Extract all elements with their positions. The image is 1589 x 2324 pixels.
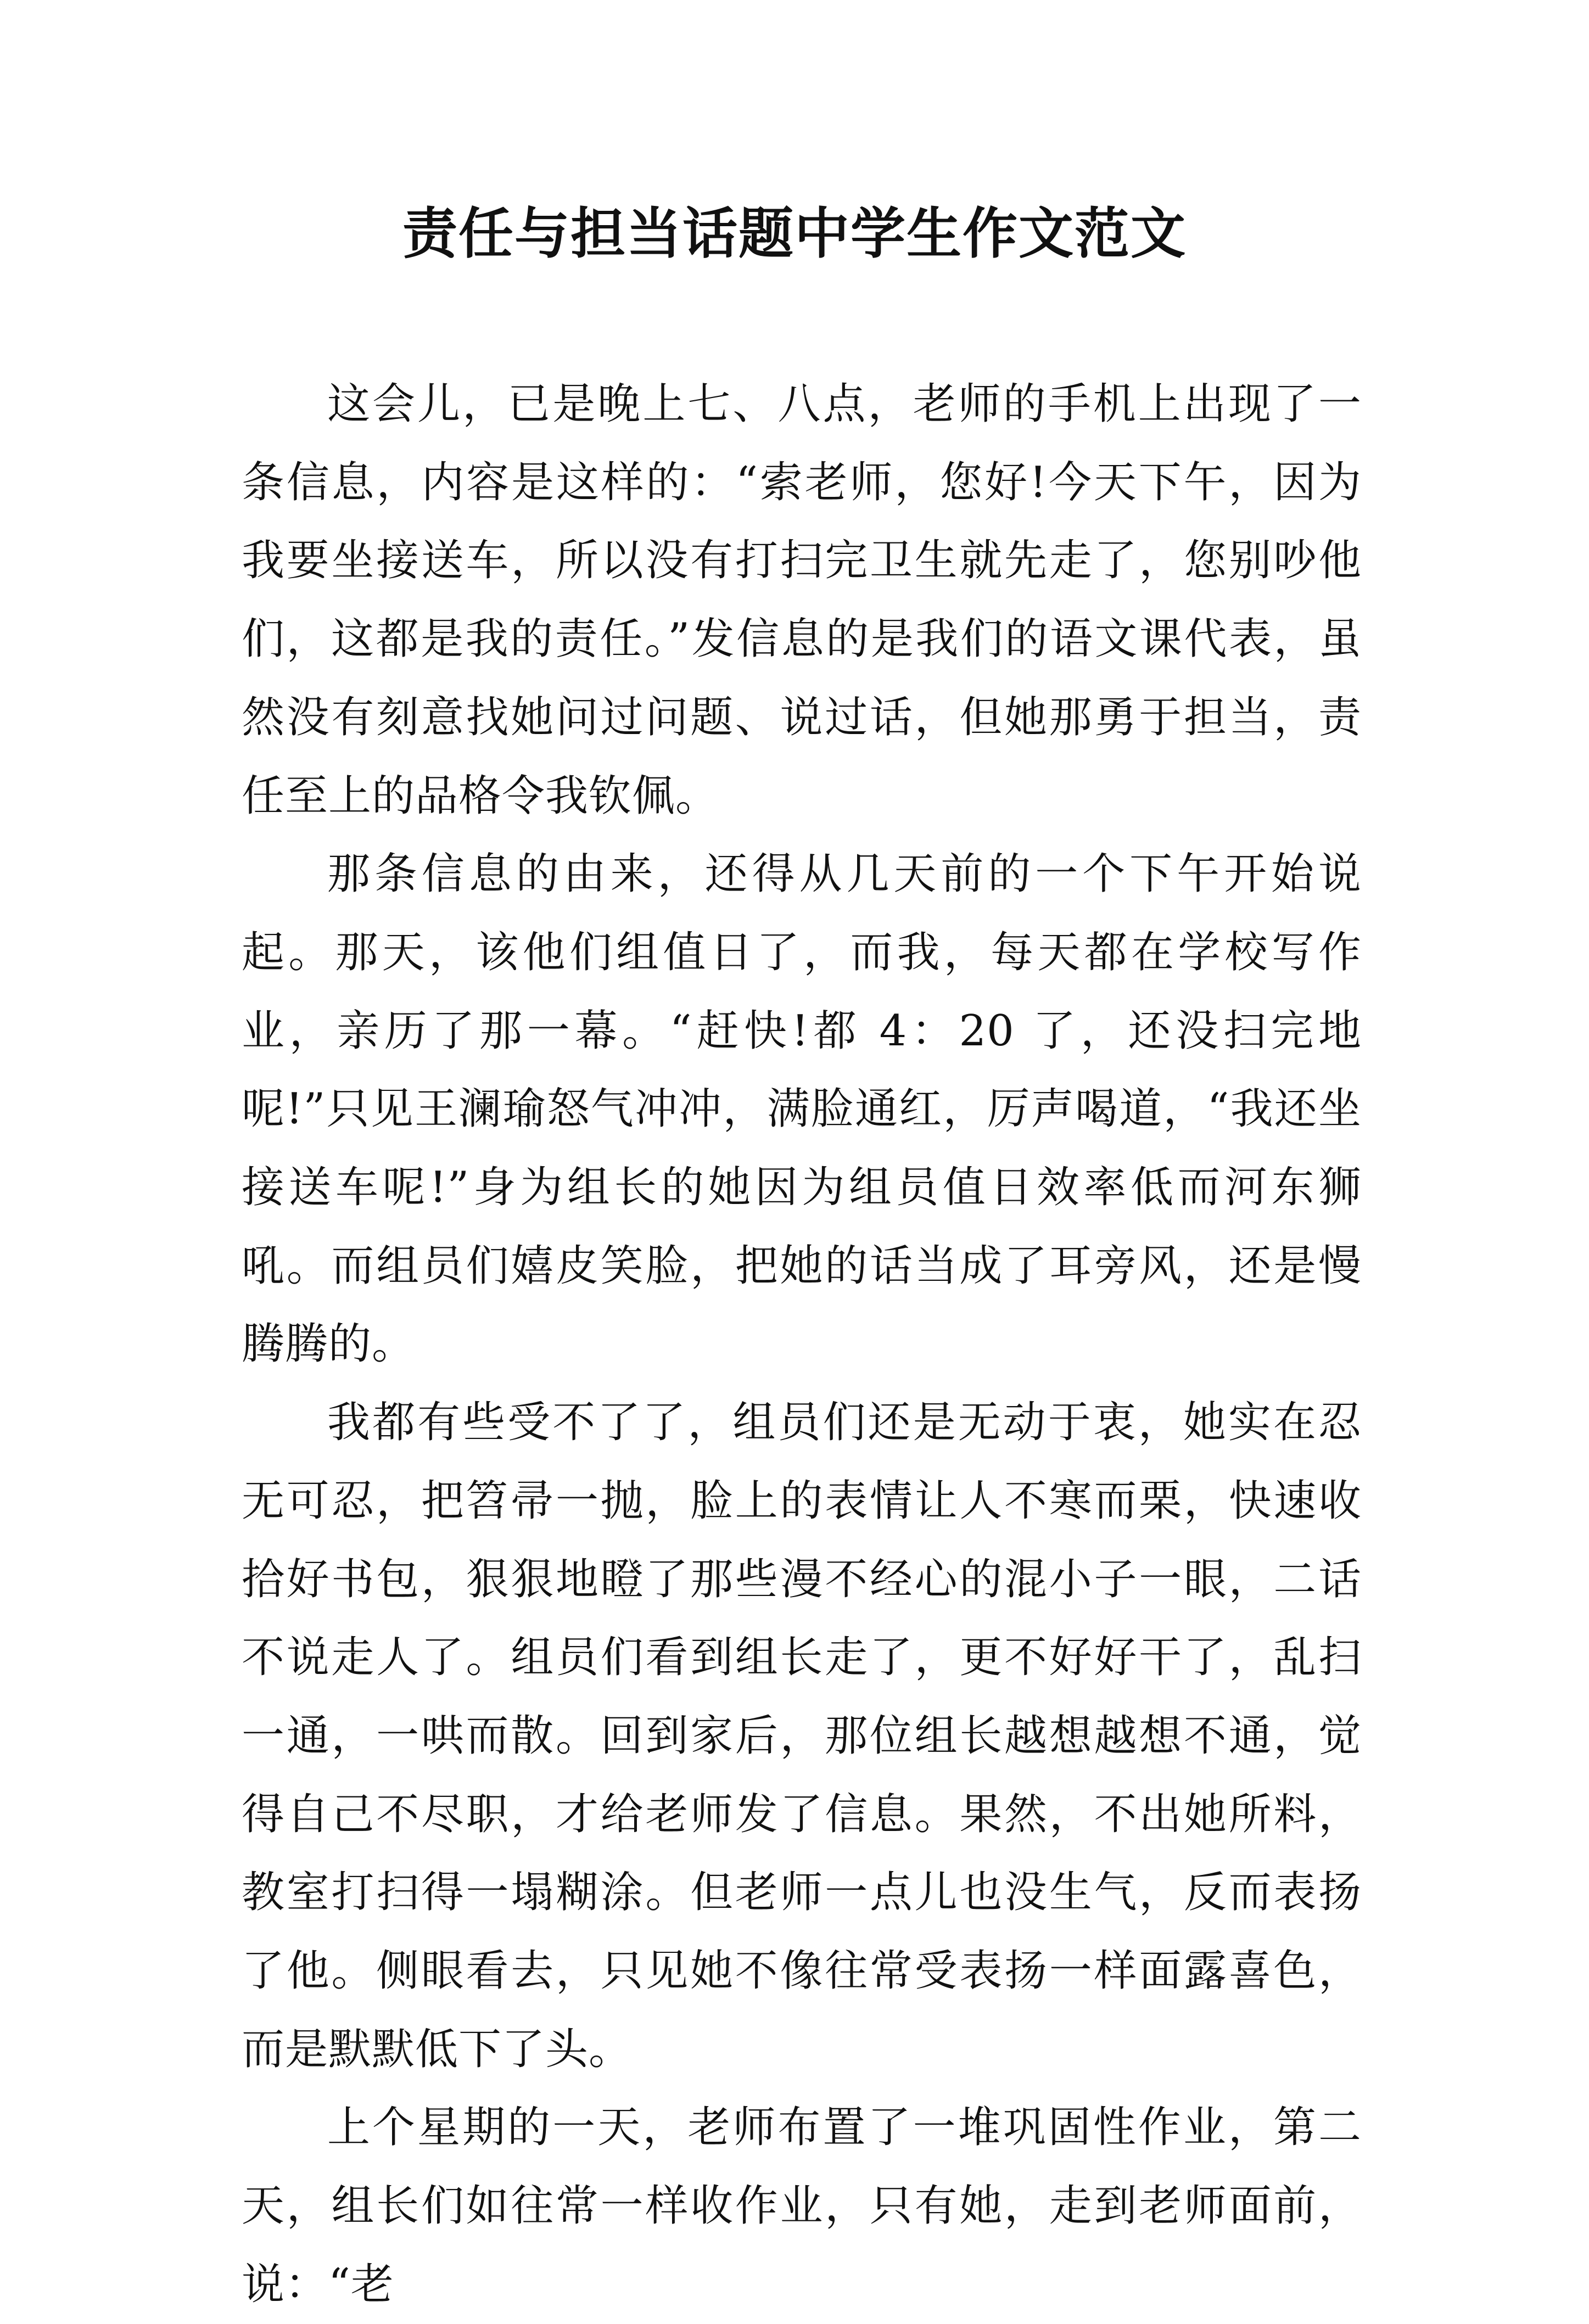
paragraph-3: 我都有些受不了了，组员们还是无动于衷，她实在忍无可忍，把笤帚一抛，脸上的表情让人不寒而栗，快速收拾好书包，狠狠地瞪了那些漫不经心的混小子一眼，二话不说走人了。组员们看到组长走了，更不好好干了，乱扫一通，一哄而散。回到家后，那位组长越想越想不通，觉得自己不尽职，才给老师发了信息。果然，不出她所料，教室打扫得一塌糊涂。但老师一点儿也没生气，反而表扬了他。侧眼看去，只见她不像往常受表扬一样面露喜色，而是默默低下了头。	[242, 1398, 1362, 2074]
paragraph-2: 那条信息的由来，还得从几天前的一个下午开始说起。那天，该他们组值日了，而我，每天都在学校写作业，亲历了那一幕。“赶快!都 4：20 了，还没扫完地呢!”只见王澜瑜怒气冲冲，满脸通红，厉声喝道，“我还坐接送车呢!”身为组长的她因为组员值日效率低而河东狮吼。而组员们嬉皮笑脸，把她的话当成了耳旁风，还是慢腾腾的。	[242, 849, 1362, 1369]
document-body	[242, 365, 1362, 2324]
document-title: 责任与担当话题中学生作文范文	[402, 201, 1187, 266]
paragraph-4: 上个星期的一天，老师布置了一堆巩固性作业，第二天，组长们如往常一样收作业，只有她，走到老师面前，说：“老	[242, 2103, 1362, 2309]
paragraph-1: 这会儿，已是晚上七、八点，老师的手机上出现了一条信息，内容是这样的：“索老师，您好!今天下午，因为我要坐接送车，所以没有打扫完卫生就先走了，您别吵他们，这都是我的责任。”发信息的是我们的语文课代表，虽然没有刻意找她问过问题、说过话，但她那勇于担当，责任至上的品格令我钦佩。	[242, 379, 1362, 821]
